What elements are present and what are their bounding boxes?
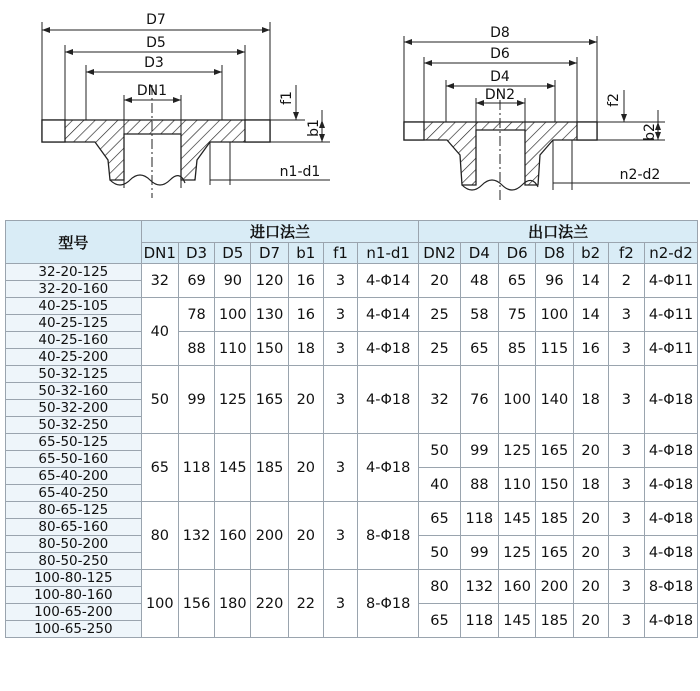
outlet-b2-cell: 18: [573, 366, 608, 434]
inlet-f1-cell: 3: [323, 298, 357, 332]
outlet-d8-cell: 115: [536, 332, 573, 366]
inlet-d3-cell: 118: [178, 434, 214, 502]
outlet-b2-cell: 14: [573, 298, 608, 332]
outlet-dn2-cell: 25: [419, 298, 460, 332]
column-header-b2: b2: [573, 243, 608, 264]
outlet-d4-cell: 99: [460, 434, 498, 468]
inlet-d7-cell: 150: [251, 332, 288, 366]
outlet-flange-diagram: [404, 25, 690, 200]
outlet-n2-d2-cell: 4-Φ11: [644, 264, 697, 298]
outlet-dn2-cell: 50: [419, 536, 460, 570]
inlet-d5-cell: 110: [215, 332, 251, 366]
outlet-n2-d2-cell: 4-Φ18: [644, 366, 697, 434]
outlet-d8-cell: 140: [536, 366, 573, 434]
outlet-dn2-cell: 40: [419, 468, 460, 502]
model-cell: 40-25-160: [6, 332, 142, 349]
label-n1-d1: n1-d1: [279, 164, 321, 180]
inlet-d5-cell: 100: [215, 298, 251, 332]
column-header-dn1: DN1: [141, 243, 178, 264]
column-header-d5: D5: [215, 243, 251, 264]
inlet-d3-cell: 156: [178, 570, 214, 638]
outlet-d6-cell: 110: [498, 468, 535, 502]
label-d6: D6: [490, 46, 510, 62]
outlet-b2-cell: 18: [573, 468, 608, 502]
model-cell: 100-65-250: [6, 621, 142, 638]
inlet-d5-cell: 90: [215, 264, 251, 298]
outlet-d4-cell: 76: [460, 366, 498, 434]
column-header-d8: D8: [536, 243, 573, 264]
inlet-b1-cell: 16: [288, 298, 323, 332]
label-f1: f1: [279, 91, 295, 105]
label-d7: D7: [146, 12, 166, 28]
outlet-dn2-cell: 65: [419, 604, 460, 638]
label-d5: D5: [146, 35, 166, 51]
inlet-b1-cell: 16: [288, 264, 323, 298]
outlet-n2-d2-cell: 4-Φ18: [644, 502, 697, 536]
table-row: [6, 264, 698, 281]
bolt-hole-right: [577, 122, 597, 140]
outlet-d8-cell: 185: [536, 604, 573, 638]
inlet-n1-d1-cell: 4-Φ18: [358, 366, 419, 434]
model-cell: 40-25-105: [6, 298, 142, 315]
inlet-d7-cell: 220: [251, 570, 288, 638]
model-cell: 100-65-200: [6, 604, 142, 621]
model-cell: 50-32-160: [6, 383, 142, 400]
outlet-d6-cell: 100: [498, 366, 535, 434]
outlet-f2-cell: 3: [608, 434, 644, 468]
label-b1: b1: [306, 119, 322, 137]
outlet-f2-cell: 3: [608, 502, 644, 536]
column-header-d4: D4: [460, 243, 498, 264]
inlet-f1-cell: 3: [323, 434, 357, 502]
outlet-b2-cell: 20: [573, 604, 608, 638]
inlet-flange-header: 进口法兰: [141, 221, 419, 243]
inlet-d3-cell: 88: [178, 332, 214, 366]
outlet-flange-header: 出口法兰: [419, 221, 698, 243]
model-cell: 50-32-200: [6, 400, 142, 417]
inlet-d3-cell: 132: [178, 502, 214, 570]
inlet-d7-cell: 130: [251, 298, 288, 332]
flange-diagrams: [0, 0, 700, 215]
label-d8: D8: [490, 25, 510, 41]
table-row: [6, 298, 698, 315]
inlet-f1-cell: 3: [323, 570, 357, 638]
inlet-b1-cell: 22: [288, 570, 323, 638]
outlet-b2-cell: 16: [573, 332, 608, 366]
inlet-f1-cell: 3: [323, 502, 357, 570]
outlet-d6-cell: 160: [498, 570, 535, 604]
column-header-n1-d1: n1-d1: [358, 243, 419, 264]
inlet-b1-cell: 18: [288, 332, 323, 366]
inlet-dn1-cell: 65: [141, 434, 178, 502]
inlet-b1-cell: 20: [288, 434, 323, 502]
inlet-n1-d1-cell: 8-Φ18: [358, 502, 419, 570]
label-n2-d2: n2-d2: [619, 167, 661, 183]
model-cell: 65-40-250: [6, 485, 142, 502]
inlet-dn1-cell: 100: [141, 570, 178, 638]
inlet-b1-cell: 20: [288, 366, 323, 434]
inlet-flange-diagram: [42, 12, 330, 198]
table-row: [6, 570, 698, 587]
label-b2: b2: [642, 123, 658, 141]
label-dn1: DN1: [136, 83, 168, 99]
outlet-d8-cell: 100: [536, 298, 573, 332]
flange-spec-table: [5, 220, 698, 638]
inlet-f1-cell: 3: [323, 264, 357, 298]
outlet-d6-cell: 125: [498, 536, 535, 570]
label-dn2: DN2: [484, 87, 516, 103]
model-cell: 100-80-125: [6, 570, 142, 587]
label-d4: D4: [490, 69, 510, 85]
model-header: 型号: [6, 221, 142, 264]
outlet-f2-cell: 3: [608, 536, 644, 570]
outlet-d4-cell: 48: [460, 264, 498, 298]
inlet-d5-cell: 125: [215, 366, 251, 434]
outlet-d6-cell: 75: [498, 298, 535, 332]
outlet-f2-cell: 3: [608, 570, 644, 604]
inlet-dn1-cell: 80: [141, 502, 178, 570]
outlet-d4-cell: 65: [460, 332, 498, 366]
inlet-d7-cell: 200: [251, 502, 288, 570]
model-cell: 50-32-250: [6, 417, 142, 434]
inlet-d5-cell: 145: [215, 434, 251, 502]
outlet-n2-d2-cell: 8-Φ18: [644, 570, 697, 604]
inlet-d7-cell: 120: [251, 264, 288, 298]
model-cell: 50-32-125: [6, 366, 142, 383]
column-header-b1: b1: [288, 243, 323, 264]
model-cell: 65-50-160: [6, 451, 142, 468]
outlet-d6-cell: 125: [498, 434, 535, 468]
inlet-dn1-cell: 32: [141, 264, 178, 298]
column-header-d6: D6: [498, 243, 535, 264]
inlet-d5-cell: 180: [215, 570, 251, 638]
outlet-d8-cell: 200: [536, 570, 573, 604]
model-cell: 40-25-125: [6, 315, 142, 332]
bolt-hole-right: [245, 120, 270, 142]
table-row: [6, 502, 698, 519]
outlet-n2-d2-cell: 4-Φ11: [644, 332, 697, 366]
outlet-dn2-cell: 80: [419, 570, 460, 604]
inlet-flange-section: [42, 120, 270, 180]
model-cell: 80-65-160: [6, 519, 142, 536]
inlet-n1-d1-cell: 4-Φ14: [358, 298, 419, 332]
inlet-dn1-cell: 50: [141, 366, 178, 434]
outlet-n2-d2-cell: 4-Φ18: [644, 468, 697, 502]
column-header-n2-d2: n2-d2: [644, 243, 697, 264]
column-header-d3: D3: [178, 243, 214, 264]
inlet-d3-cell: 78: [178, 298, 214, 332]
outlet-d4-cell: 118: [460, 502, 498, 536]
outlet-b2-cell: 20: [573, 570, 608, 604]
outlet-d4-cell: 58: [460, 298, 498, 332]
bolt-hole-left: [42, 120, 65, 142]
table-row: [6, 332, 698, 349]
column-header-dn2: DN2: [419, 243, 460, 264]
inlet-f1-cell: 3: [323, 332, 357, 366]
inlet-n1-d1-cell: 4-Φ18: [358, 332, 419, 366]
inlet-d3-cell: 69: [178, 264, 214, 298]
outlet-d8-cell: 165: [536, 536, 573, 570]
inlet-d3-cell: 99: [178, 366, 214, 434]
model-cell: 65-40-200: [6, 468, 142, 485]
outlet-dn2-cell: 32: [419, 366, 460, 434]
label-f2: f2: [606, 93, 622, 107]
inlet-f1-cell: 3: [323, 366, 357, 434]
outlet-d8-cell: 165: [536, 434, 573, 468]
table-body: [6, 264, 698, 638]
outlet-f2-cell: 3: [608, 604, 644, 638]
bolt-hole-left: [404, 122, 424, 140]
inlet-d5-cell: 160: [215, 502, 251, 570]
outlet-d8-cell: 185: [536, 502, 573, 536]
inlet-n1-d1-cell: 4-Φ14: [358, 264, 419, 298]
model-cell: 32-20-160: [6, 281, 142, 298]
outlet-f2-cell: 3: [608, 366, 644, 434]
outlet-n2-d2-cell: 4-Φ18: [644, 604, 697, 638]
outlet-dn2-cell: 25: [419, 332, 460, 366]
outlet-f2-cell: 2: [608, 264, 644, 298]
outlet-b2-cell: 20: [573, 502, 608, 536]
model-cell: 80-50-250: [6, 553, 142, 570]
table-header: [6, 221, 698, 264]
outlet-b2-cell: 20: [573, 536, 608, 570]
outlet-d8-cell: 150: [536, 468, 573, 502]
outlet-dn2-cell: 20: [419, 264, 460, 298]
model-cell: 40-25-200: [6, 349, 142, 366]
outlet-n2-d2-cell: 4-Φ18: [644, 536, 697, 570]
table-row: [6, 366, 698, 383]
model-cell: 80-65-125: [6, 502, 142, 519]
model-cell: 32-20-125: [6, 264, 142, 281]
outlet-d6-cell: 145: [498, 502, 535, 536]
model-cell: 80-50-200: [6, 536, 142, 553]
inlet-b1-cell: 20: [288, 502, 323, 570]
column-header-f2: f2: [608, 243, 644, 264]
label-d3: D3: [144, 55, 164, 71]
outlet-dn2-cell: 50: [419, 434, 460, 468]
outlet-d4-cell: 132: [460, 570, 498, 604]
outlet-d4-cell: 88: [460, 468, 498, 502]
inlet-d7-cell: 185: [251, 434, 288, 502]
outlet-n2-d2-cell: 4-Φ18: [644, 434, 697, 468]
table-row: [6, 434, 698, 451]
outlet-d4-cell: 99: [460, 536, 498, 570]
outlet-d6-cell: 85: [498, 332, 535, 366]
outlet-b2-cell: 14: [573, 264, 608, 298]
outlet-b2-cell: 20: [573, 434, 608, 468]
column-header-d7: D7: [251, 243, 288, 264]
inlet-d7-cell: 165: [251, 366, 288, 434]
column-header-f1: f1: [323, 243, 357, 264]
outlet-dn2-cell: 65: [419, 502, 460, 536]
outlet-n2-d2-cell: 4-Φ11: [644, 298, 697, 332]
outlet-d6-cell: 65: [498, 264, 535, 298]
inlet-n1-d1-cell: 8-Φ18: [358, 570, 419, 638]
outlet-f2-cell: 3: [608, 332, 644, 366]
model-cell: 65-50-125: [6, 434, 142, 451]
inlet-n1-d1-cell: 4-Φ18: [358, 434, 419, 502]
outlet-f2-cell: 3: [608, 298, 644, 332]
model-cell: 100-80-160: [6, 587, 142, 604]
outlet-d6-cell: 145: [498, 604, 535, 638]
outlet-d4-cell: 118: [460, 604, 498, 638]
inlet-dn1-cell: 40: [141, 298, 178, 366]
outlet-d8-cell: 96: [536, 264, 573, 298]
outlet-f2-cell: 3: [608, 468, 644, 502]
